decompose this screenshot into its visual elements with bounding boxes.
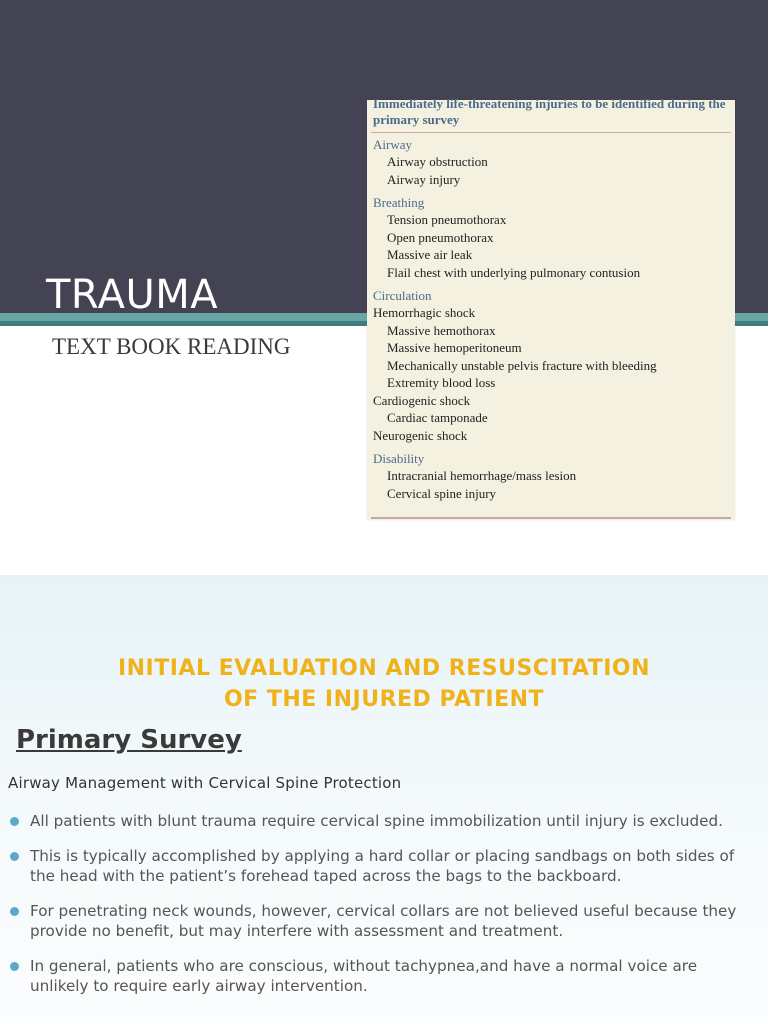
table-row: Hemorrhagic shock: [373, 305, 476, 320]
table-rule-top: [371, 132, 731, 133]
slide-heading-line-2: OF THE INJURED PATIENT: [223, 687, 545, 712]
section-title: Airway Management with Cervical Spine Protection: [8, 774, 402, 792]
bullet-item: [8, 846, 760, 886]
table-body: [373, 136, 729, 502]
bullet-dot-icon: [10, 852, 19, 861]
table-row: Massive air leak: [387, 247, 473, 262]
table-row: Neurogenic shock: [373, 427, 468, 443]
table-group-heading: Disability: [373, 451, 425, 466]
injuries-table: [367, 96, 735, 520]
bullet-text: For penetrating neck wounds, however, cervical collars are not believed useful because they provide no benefit, but may interfere with assessment and treatment.: [30, 902, 737, 940]
table-row: Airway obstruction: [387, 154, 488, 169]
slide-heading: [0, 653, 768, 715]
table-group-heading: Circulation: [373, 288, 432, 303]
bullet-item: [8, 901, 760, 941]
table-rule-bottom: [371, 517, 731, 519]
table-row: Extremity blood loss: [387, 375, 496, 390]
table-row: Cervical spine injury: [387, 485, 497, 501]
bullet-text: In general, patients who are conscious, without tachypnea,and have a normal voice are unlikely to require early airway intervention.: [30, 957, 698, 995]
slide-heading-line-1: INITIAL EVALUATION AND RESUSCITATION: [117, 656, 651, 681]
table-row: Cardiogenic shock: [373, 392, 471, 408]
bullet-text: All patients with blunt trauma require cervical spine immobilization until injury is excluded.: [30, 812, 723, 830]
bullet-text: This is typically accomplished by applying a hard collar or placing sandbags on both sides of the head with the patient’s forehead taped across the bags to the backboard.: [30, 847, 735, 885]
table-group-heading: Breathing: [373, 195, 425, 210]
slide-title: TRAUMA: [46, 272, 219, 318]
bullet-dot-icon: [10, 817, 19, 826]
bullet-dot-icon: [10, 907, 19, 916]
bullet-item: [8, 956, 760, 996]
bullet-list: [8, 811, 760, 1011]
table-row: Intracranial hemorrhage/mass lesion: [387, 468, 577, 483]
bullet-item: [8, 811, 760, 831]
table-row: Cardiac tamponade: [387, 410, 488, 425]
table-row: Open pneumothorax: [387, 229, 494, 245]
table-title: Immediately life-threatening injuries to be identified during the primary survey: [373, 96, 726, 127]
table-row: Massive hemothorax: [387, 322, 496, 338]
slide-2: [0, 575, 768, 1024]
table-row: Airway injury: [387, 171, 461, 187]
slide-subtitle: TEXT BOOK READING: [52, 334, 291, 359]
table-row: Mechanically unstable pelvis fracture with bleeding: [387, 357, 657, 373]
table-row: Flail chest with underlying pulmonary contusion: [387, 264, 641, 280]
bullet-dot-icon: [10, 962, 19, 971]
table-row: Tension pneumothorax: [387, 212, 507, 227]
table-row: Massive hemoperitoneum: [387, 340, 522, 355]
primary-survey-heading: Primary Survey: [16, 725, 242, 755]
table-group-heading: Airway: [373, 137, 412, 152]
